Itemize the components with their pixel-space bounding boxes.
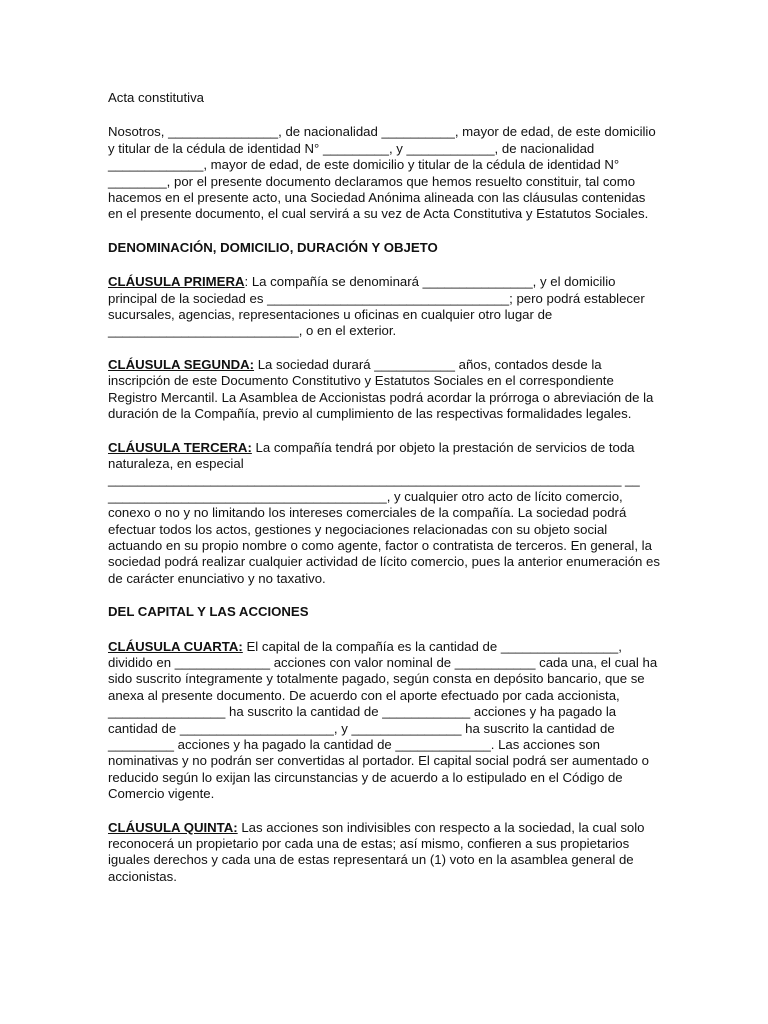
clause-quinta (108, 820, 660, 886)
clause-cuarta-text: El capital de la compañía es la cantidad de ________________, dividido en _____________ acciones con valor nominal de ___________ cada una, el cual ha sido suscrito íntegramente y totalmente pagado, según consta en depósito bancario, que se anexa al presente documento. De acuerdo con el aporte efectuado por cada accionista, ________________ ha suscrito la cantidad de ____________ acciones y ha pagado la cantidad de _____________________, y _______________ ha suscrito la cantidad de _________ acciones y ha pagado la cantidad de _____________. Las acciones son nominativas y no podrán ser convertidas al portador. El capital social podrá ser aumentado o reducido según lo exijan las circunstancias y de acuerdo a lo estipulado en el Código de Comercio vigente. (108, 638, 658, 802)
clause-quinta-text: Las acciones son indivisibles con respecto a la sociedad, la cual solo reconocerá un propietario por cada una de estas; así mismo, confieren a sus propietarios iguales derechos y cada una de estas representará un (1) voto en la asamblea general de accionistas. (108, 819, 645, 884)
clause-segunda-text: La sociedad durará ___________ años, contados desde la inscripción de este Documento Constitutivo y Estatutos Sociales en el correspondiente Registro Mercantil. La Asamblea de Accionistas podrá acordar la prórroga o abreviación de la duración de la Compañía, previo al cumplimiento de las respectivas formalidades legales. (108, 356, 654, 422)
section-heading-denominacion: DENOMINACIÓN, DOMICILIO, DURACIÓN Y OBJETO (108, 239, 438, 255)
document-title: Acta constitutiva (108, 90, 205, 105)
document-body (108, 90, 660, 902)
clause-tercera-text: La compañía tendrá por objeto la prestación de servicios de toda naturaleza, en especial ______________________________________________________________________ __ ______________________________________, y cualquier otro acto de lícito comercio, conexo o no y no limitando los intereses comerciales de la compañía. La sociedad podrá efectuar todos los actos, gestiones y negociaciones relacionadas con su objeto social actuando en su propio nombre o como agente, factor o contratista de terceros. En general, la sociedad podrá realizar cualquier actividad de lícito comercio, pues la anterior enumeración es de carácter enunciativo y no taxativo. (108, 439, 660, 586)
clause-cuarta (108, 639, 660, 803)
intro-paragraph: Nosotros, _______________, de nacionalidad __________, mayor de edad, de este domicilio y titular de la cédula de identidad N° _________, y ____________, de nacionalidad _____________, mayor de edad, de este domicilio y titular de la cédula de identidad N° ________, por el presente documento declaramos que hemos resuelto constituir, tal como hacemos en el presente acto, una Sociedad Anónima alineada con las cláusulas contenidas en el presente documento, el cual servirá a su vez de Acta Constitutiva y Estatutos Sociales. (108, 124, 656, 222)
clause-primera-text: : La compañía se denominará _______________, y el domicilio principal de la sociedad es _________________________________; pero podrá establecer sucursales, agencias, representaciones u oficinas en cualquier otro lugar de __________________________, o en el exterior. (108, 274, 645, 339)
clause-segunda-label: CLÁUSULA SEGUNDA: (108, 356, 255, 372)
clause-segunda (108, 357, 660, 423)
clause-tercera-label: CLÁUSULA TERCERA: (108, 439, 252, 455)
clause-primera-label: CLÁUSULA PRIMERA (108, 274, 245, 290)
section-heading-capital: DEL CAPITAL Y LAS ACCIONES (108, 604, 309, 620)
clause-tercera (108, 440, 660, 588)
clause-quinta-label: CLÁUSULA QUINTA: (108, 819, 238, 835)
clause-cuarta-label: CLÁUSULA CUARTA: (108, 638, 243, 654)
clause-primera (108, 274, 660, 340)
